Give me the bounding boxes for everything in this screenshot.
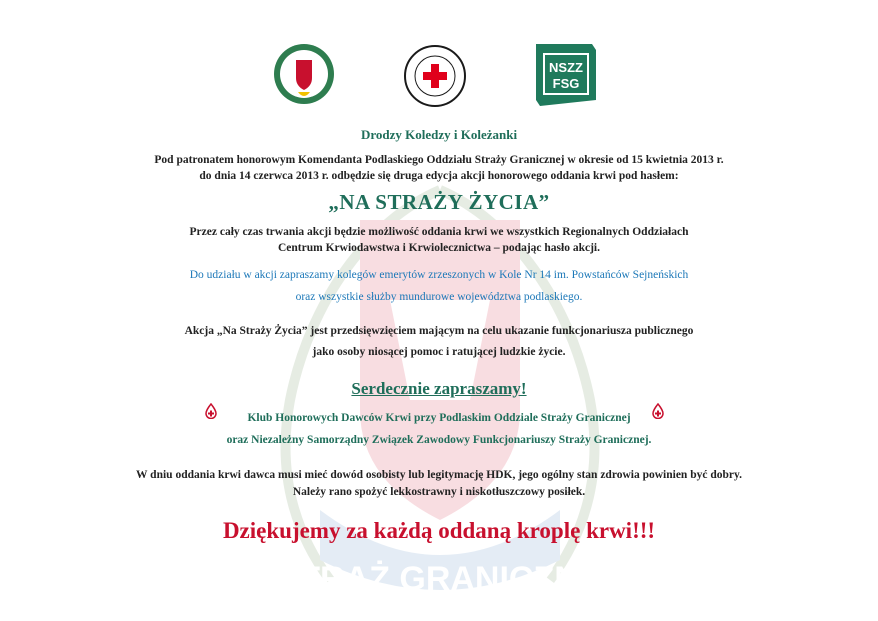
initiative-line1: Akcja „Na Straży Życia” jest przedsięwzięciem mającym na celu ukazanie funkcjonariusza publicznego <box>184 325 694 337</box>
organizers-line2: oraz Niezależny Samorządny Związek Zawodowy Funkcjonariuszy Straży Granicznej. <box>226 434 652 446</box>
logos-row <box>0 40 878 112</box>
invite-line2: oraz wszystkie służby mundurowe województwa podlaskiego. <box>295 291 583 303</box>
requirements-line2: Należy rano spożyć lekkostrawny i niskotłuszczowy posiłek. <box>292 486 586 498</box>
union-logo <box>532 40 600 110</box>
greeting: Drodzy Koledzy i Koleżanki <box>360 127 518 142</box>
slogan: „NA STRAŻY ŻYCIA” <box>328 190 550 214</box>
donation-line1: Przez cały czas trwania akcji będzie możliwość oddania krwi we wszystkich Regionalnych Oddziałach <box>189 226 689 238</box>
intro-line1: Pod patronatem honorowym Komendanta Podlaskiego Oddziału Straży Granicznej w okresie od 15 kwietnia 2013 r. <box>154 154 724 166</box>
union-logo-line1: NSZZ <box>549 60 583 75</box>
organizers-line1: Klub Honorowych Dawców Krwi przy Podlaskim Oddziale Straży Granicznej <box>247 412 631 424</box>
initiative-line2: jako osoby niosącej pomoc i ratującej ludzkie życie. <box>312 346 566 358</box>
invite-line1: Do udziału w akcji zapraszamy kolegów emerytów zrzeszonych w Kole Nr 14 im. Powstańców Sejneńskich <box>189 269 689 281</box>
union-logo-line2: FSG <box>552 76 580 91</box>
welcome-heading: Serdecznie zapraszamy! <box>351 379 527 398</box>
thanks-message: Dziękujemy za każdą oddaną kroplę krwi!!! <box>222 518 656 543</box>
red-cross-logo <box>403 44 467 108</box>
requirements-line1: W dniu oddania krwi dawca musi mieć dowód osobisty lub legitymację HDK, jego ogólny stan zdrowia powinien być dobry. <box>136 469 742 481</box>
watermark-text: STRAŻ GRANICZNA <box>276 560 604 598</box>
border-guard-logo <box>272 40 336 110</box>
donation-line2: Centrum Krwiodawstwa i Krwiolecznictwa – podając hasło akcji. <box>278 242 600 254</box>
intro-line2: do dnia 14 czerwca 2013 r. odbędzie się druga edycja akcji honorowego oddania krwi pod hasłem: <box>199 170 679 182</box>
